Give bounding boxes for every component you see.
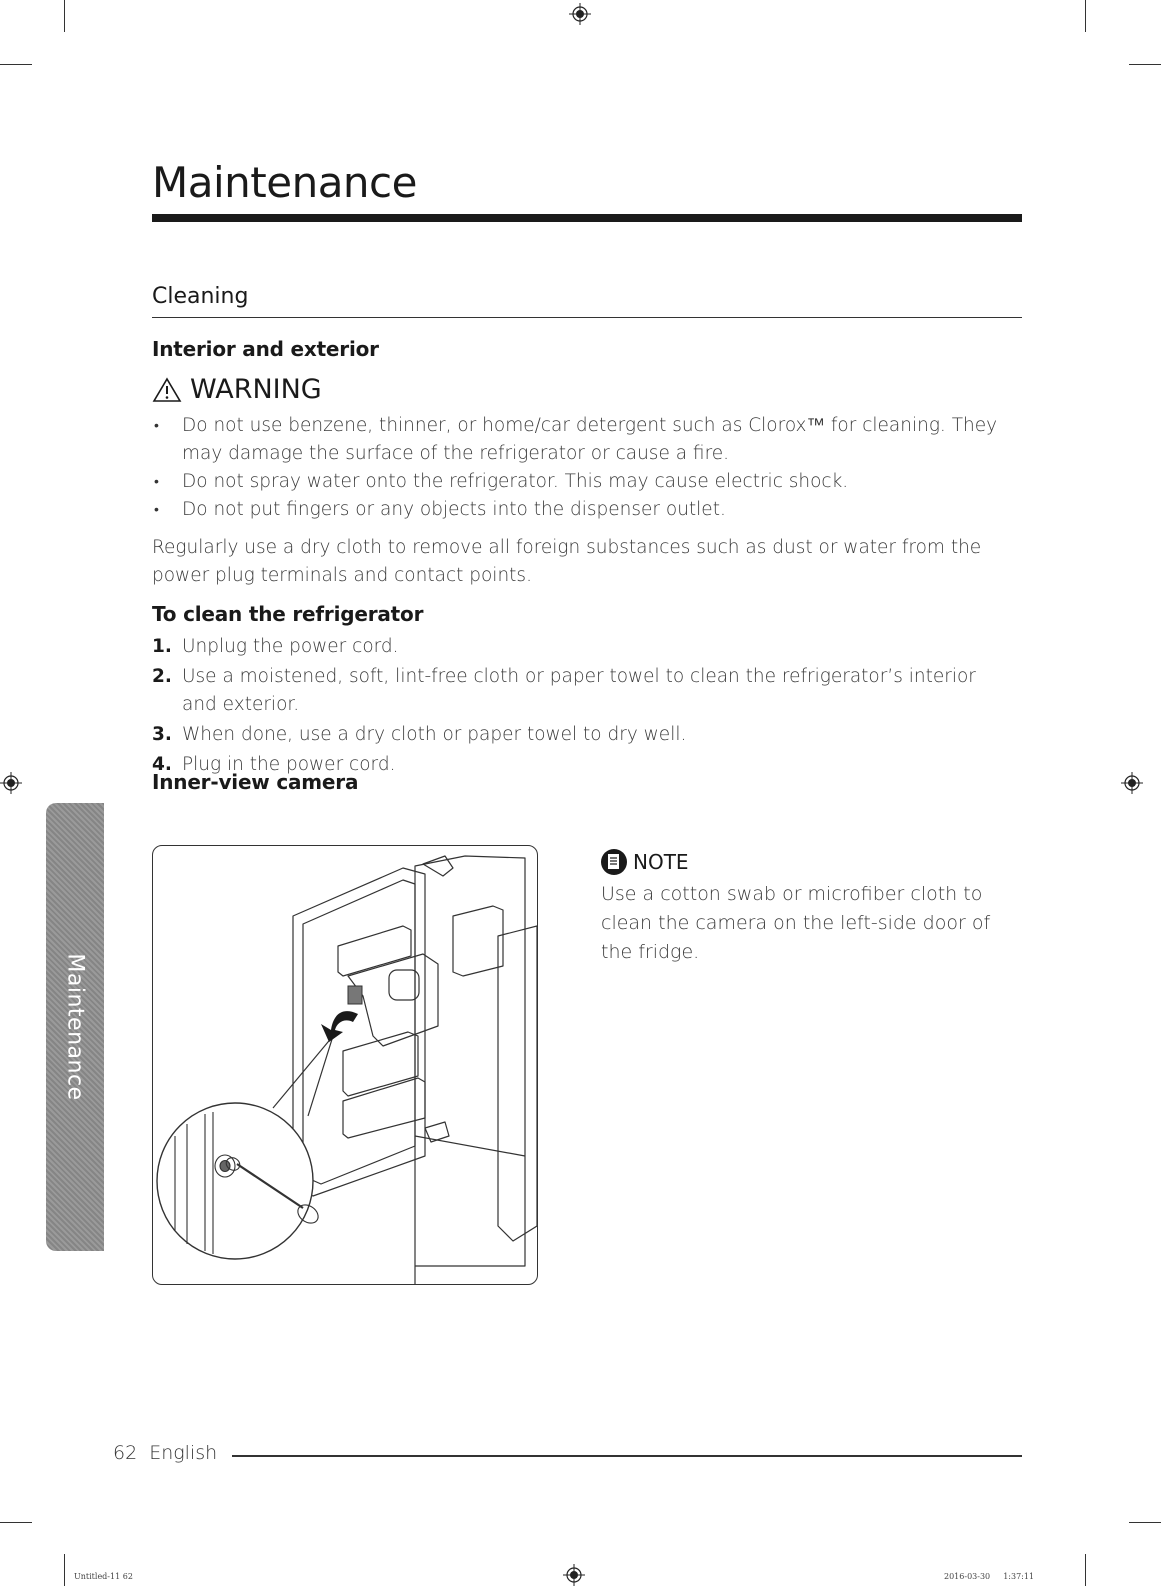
step-number: 1.	[152, 636, 172, 657]
crop-mark	[1085, 1554, 1086, 1586]
note-icon	[601, 849, 627, 875]
fridge-door-drawing	[153, 846, 537, 1284]
warning-list	[152, 412, 1012, 524]
page-number: 62	[113, 1442, 138, 1464]
registration-mark-icon	[0, 772, 22, 794]
step-item	[152, 721, 1012, 749]
warning-item: • Do not spray water onto the refrigerator. This may cause electric shock.	[152, 468, 1012, 496]
side-tab-label: Maintenance	[62, 953, 88, 1101]
camera-cleaning-illustration	[152, 845, 538, 1285]
note-heading	[601, 849, 689, 875]
subsection-heading-clean-refrigerator: To clean the refrigerator	[152, 602, 424, 626]
step-text: Plug in the power cord.	[182, 754, 396, 775]
note-text: Use a cotton swab or microfiber cloth to clean the camera on the left-side door of the fridge.	[601, 883, 991, 963]
step-number: 4.	[152, 754, 172, 775]
step-item	[152, 633, 1012, 661]
chapter-side-tab	[46, 803, 104, 1251]
maintenance-paragraph: Regularly use a dry cloth to remove all foreign substances such as dust or water from the power plug terminals and contact points.	[152, 537, 982, 586]
registration-mark-icon	[569, 3, 591, 25]
warning-triangle-icon	[152, 377, 182, 403]
registration-mark-icon	[1121, 772, 1143, 794]
step-text: When done, use a dry cloth or paper towel to dry well.	[182, 724, 687, 745]
step-number: 3.	[152, 724, 172, 745]
footer-language: English	[149, 1442, 218, 1464]
page-title: Maintenance	[152, 158, 417, 207]
print-slug-left: Untitled-11 62	[74, 1572, 133, 1581]
step-text: Unplug the power cord.	[182, 636, 399, 657]
section-heading: Cleaning	[152, 284, 249, 309]
section-rule	[152, 317, 1022, 318]
page-footer	[113, 1442, 217, 1464]
registration-mark-icon	[563, 1564, 585, 1586]
step-number: 2.	[152, 666, 172, 687]
crop-mark	[0, 1522, 32, 1523]
warning-item: • Do not use benzene, thinner, or home/car detergent such as Clorox™ for cleaning. They may damage the surface of the refrigerator or cause a fire.	[152, 412, 1012, 468]
subsection-heading-camera: Inner-view camera	[152, 770, 359, 794]
crop-mark	[1085, 0, 1086, 32]
title-rule	[152, 214, 1022, 222]
warning-item: • Do not put fingers or any objects into the dispenser outlet.	[152, 496, 1012, 524]
crop-mark	[0, 64, 32, 65]
crop-mark	[64, 0, 65, 32]
cleaning-steps	[152, 633, 1012, 781]
print-slug-right: 2016-03-30 1:37:11	[944, 1572, 1035, 1581]
crop-mark	[1129, 64, 1161, 65]
step-text: Use a moistened, soft, lint-free cloth or paper towel to clean the refrigerator’s interior and exterior.	[182, 666, 976, 715]
note-label: NOTE	[633, 850, 689, 874]
warning-label: WARNING	[190, 374, 322, 405]
crop-mark	[64, 1554, 65, 1586]
crop-mark	[1129, 1522, 1161, 1523]
subsection-heading-interior-exterior: Interior and exterior	[152, 337, 379, 361]
warning-heading	[152, 374, 322, 405]
step-item	[152, 663, 1012, 719]
footer-rule	[232, 1455, 1022, 1457]
